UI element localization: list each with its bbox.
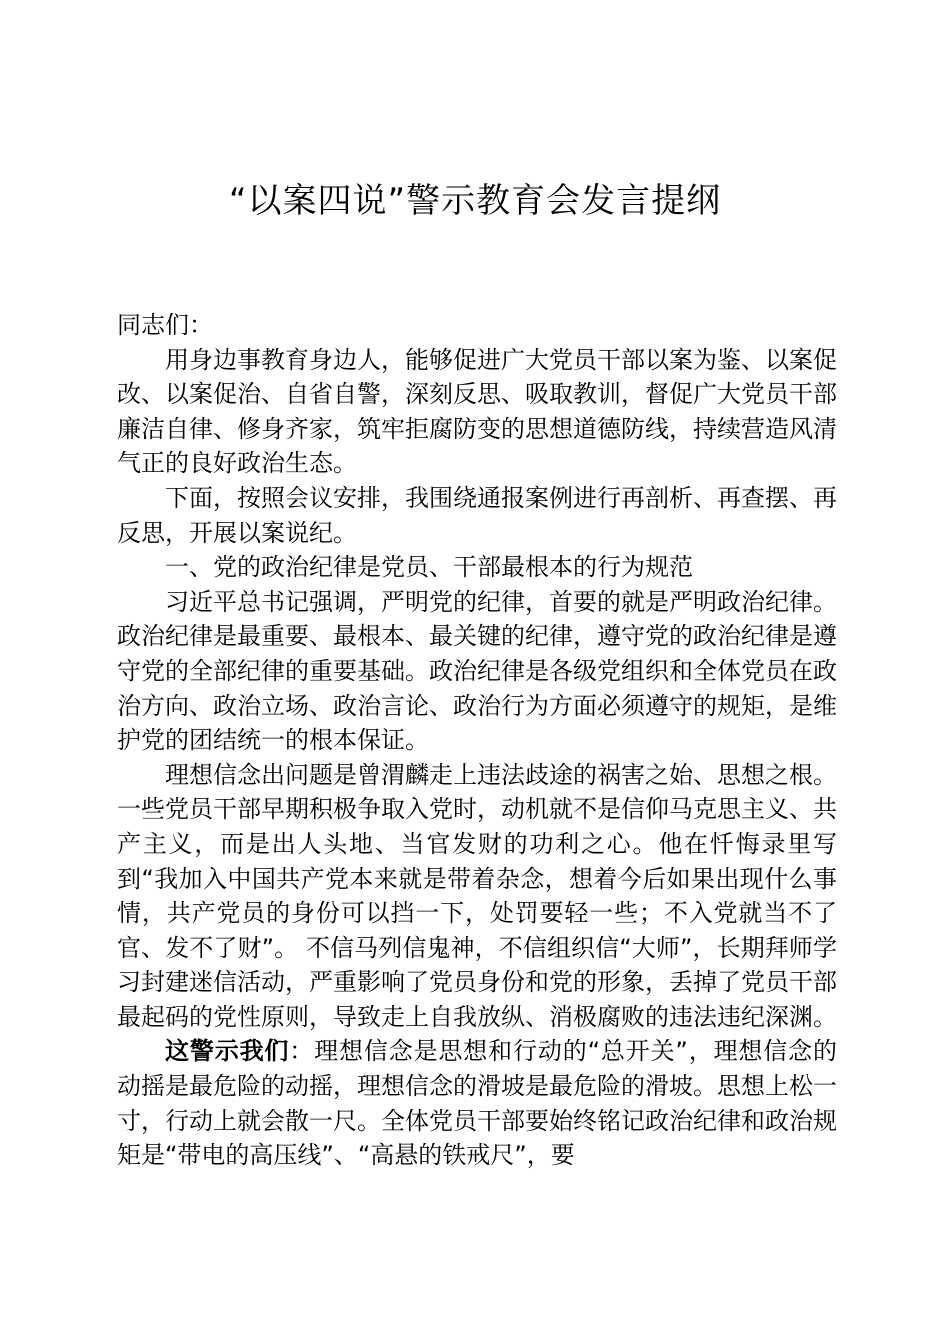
section-heading-1: 一、党的政治纪律是党员、干部最根本的行为规范 <box>165 553 693 582</box>
paragraph-warning <box>117 1034 837 1172</box>
warning-lead: 这警示我们 <box>165 1037 290 1066</box>
warning-text: ：理想信念是思想和行动的“总开关”，理想信念的动摇是最危险的动摇，理想信念的滑坡是最危险的滑坡。思想上松一寸，行动上就会散一尺。全体党员干部要始终铭记政治纪律和政治规矩是“带电的高压线”、“高悬的铁戒尺”，要 <box>117 1037 838 1170</box>
paragraph-political-discipline: 习近平总书记强调，严明党的纪律，首要的就是严明政治纪律。政治纪律是最重要、最根本、最关键的纪律，遵守党的政治纪律是遵守党的全部纪律的重要基础。政治纪律是各级党组织和全体党员在政治方向、政治立场、政治言论、政治行为方面必须遵守的规矩，是维护党的团结统一的根本保证。 <box>117 587 837 755</box>
salutation: 同志们： <box>117 311 213 339</box>
paragraph-case-analysis: 理想信念出问题是曾渭麟走上违法歧途的祸害之始、思想之根。一些党员干部早期积极争取入党时，动机就不是信仰马克思主义、共产主义，而是出人头地、当官发财的功利之心。他在忏悔录里写到“我加入中国共产党本来就是带着杂念，想着今后如果出现什么事情，共产党员的身份可以挡一下，处罚要轻一些；不入党就当不了官、发不了财”。 不信马列信鬼神，不信组织信“大师”，长期拜师学习封建迷信活动，严重影响了党员身份和党的形象，丢掉了党员干部最起码的党性原则，导致走上自我放纵、消极腐败的违法违纪深渊。 <box>117 760 837 1031</box>
document-body <box>117 308 837 1173</box>
document-title: “以案四说”警示教育会发言提纲 <box>228 181 722 221</box>
paragraph-arrangement: 下面，按照会议安排，我围绕通报案例进行再剖析、再查摆、再反思，开展以案说纪。 <box>117 483 837 547</box>
paragraph-intro: 用身边事教育身边人，能够促进广大党员干部以案为鉴、以案促改、以案促治、自省自警，深刻反思、吸取教训，督促广大党员干部廉洁自律、修身齐家，筑牢拒腐防变的思想道德防线，持续营造风清气正的良好政治生态。 <box>117 345 837 478</box>
